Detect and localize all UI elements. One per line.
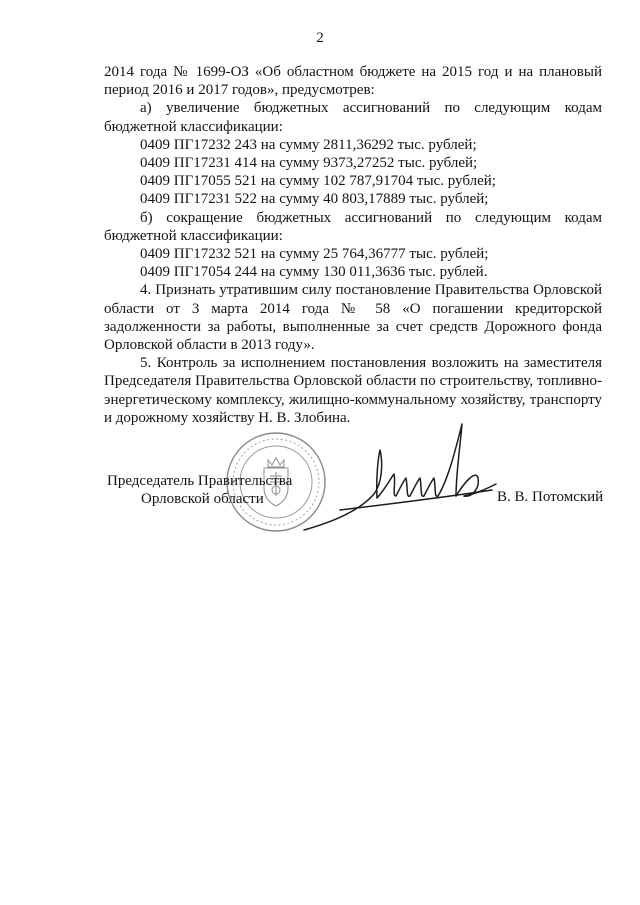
increase-code-line: 0409 ПГ17055 521 на сумму 102 787,91704 тыс. рублей;: [140, 173, 496, 190]
signatory-position-line1: Председатель Правительства: [107, 473, 293, 489]
paragraph-continuation: 2014 года № 1699-ОЗ «Об областном бюджете на 2015 год и на плановый период 2016 и 2017 годов», предусмотрев:: [104, 64, 602, 99]
increase-code-line: 0409 ПГ17231 414 на сумму 9373,27252 тыс. рублей;: [140, 155, 478, 172]
document-body: [104, 63, 602, 427]
decrease-code-line: 0409 ПГ17054 244 на сумму 130 011,3636 тыс. рублей.: [140, 264, 488, 281]
handwritten-signature-image: [300, 418, 500, 540]
increase-code-line: 0409 ПГ17232 243 на сумму 2811,36292 тыс. рублей;: [140, 136, 477, 153]
signatory-position-line2: Орловской области: [141, 491, 264, 507]
page-number: 2: [316, 30, 324, 46]
decrease-code-line: 0409 ПГ17232 521 на сумму 25 764,36777 тыс. рублей;: [140, 246, 489, 263]
increase-code-line: 0409 ПГ17231 522 на сумму 40 803,17889 тыс. рублей;: [140, 191, 489, 208]
paragraph-item-4: 4. Признать утратившим силу постановление Правительства Орловской области от 3 марта 2014 года № 58 «О погашении кредиторской задолженности за работы, выполненные за счет средств Дорожного фонда Орловской области в 2013 году».: [104, 282, 602, 354]
paragraph-item-5: 5. Контроль за исполнением постановления возложить на заместителя Председателя Правительства Орловской области по строительству, топливно-энергетическому комплексу, жилищно-коммунальному хозяйству, транспорту и дорожному хозяйству Н. В. Злобина.: [104, 355, 602, 426]
paragraph-increase-intro: а) увеличение бюджетных ассигнований по следующим кодам бюджетной классификации:: [104, 100, 602, 135]
paragraph-decrease-intro: б) сокращение бюджетных ассигнований по следующим кодам бюджетной классификации:: [104, 209, 602, 244]
signatory-name: В. В. Потомский: [497, 489, 604, 505]
